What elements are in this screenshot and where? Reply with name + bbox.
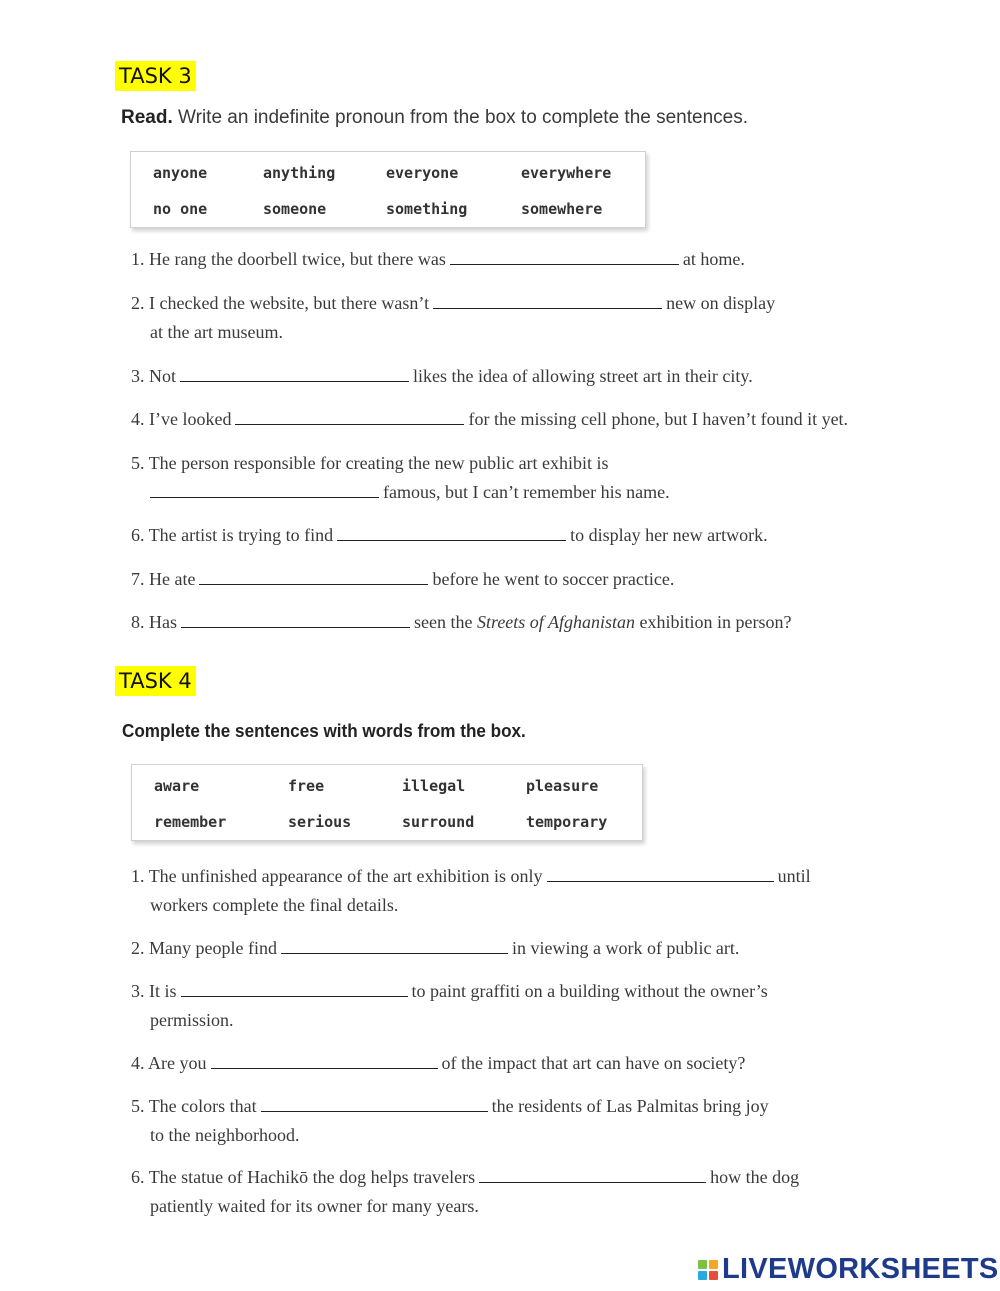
task3-sentence-8: 8. Has seen the Streets of Afghanistan exhibition in person? [131, 612, 792, 632]
answer-blank[interactable] [547, 865, 774, 882]
word-box-item: remember [154, 813, 227, 831]
answer-blank[interactable] [479, 1166, 706, 1183]
answer-blank[interactable] [181, 611, 410, 628]
word-box-item: temporary [526, 813, 608, 831]
answer-blank[interactable] [281, 937, 508, 954]
word-box-item: somewhere [521, 200, 603, 218]
task3-instruction [121, 107, 748, 129]
word-box-item: serious [288, 813, 352, 831]
task4-word-box [131, 764, 643, 841]
answer-blank[interactable] [235, 408, 464, 425]
task4-sentence-5-cont: to the neighborhood. [150, 1125, 300, 1145]
task4-sentence-2: 2. Many people find in viewing a work of public art. [131, 938, 740, 958]
task3-label: TASK 3 [115, 61, 196, 91]
word-box-item: free [288, 777, 325, 795]
task3-sentence-6: 6. The artist is trying to find to display her new artwork. [131, 525, 768, 545]
task4-label: TASK 4 [115, 666, 196, 696]
task3-sentence-5: 5. The person responsible for creating the new public art exhibit is [131, 453, 609, 473]
task3-sentence-4: 4. I’ve looked for the missing cell phone, but I haven’t found it yet. [131, 409, 849, 429]
task3-sentence-5-cont: famous, but I can’t remember his name. [146, 480, 670, 504]
task4-sentence-1-cont: workers complete the final details. [150, 895, 399, 915]
answer-blank[interactable] [211, 1052, 438, 1069]
word-box-item: something [386, 200, 468, 218]
task3-instruction-text: Write an indefinite pronoun from the box to complete the sentences. [172, 107, 749, 128]
answer-blank[interactable] [450, 248, 679, 265]
task3-sentence-3: 3. Not likes the idea of allowing street art in their city. [131, 366, 753, 386]
word-box-item: everywhere [521, 164, 612, 182]
task3-sentence-2: 2. I checked the website, but there wasn’t new on display [131, 293, 776, 313]
task3-word-box [130, 151, 646, 228]
task3-sentence-2-cont: at the art museum. [150, 322, 283, 342]
word-box-item: anything [263, 164, 336, 182]
task4-sentence-6: 6. The statue of Hachikō the dog helps travelers how the dog [131, 1167, 800, 1187]
task4-sentence-1: 1. The unfinished appearance of the art exhibition is only until [131, 866, 811, 886]
answer-blank[interactable] [150, 481, 379, 498]
answer-blank[interactable] [433, 292, 662, 309]
liveworksheets-logo [698, 1253, 999, 1286]
word-box-item: surround [402, 813, 475, 831]
answer-blank[interactable] [337, 524, 566, 541]
word-box-item: no one [153, 200, 208, 218]
answer-blank[interactable] [199, 568, 428, 585]
word-box-item: anyone [153, 164, 208, 182]
task4-sentence-3-cont: permission. [150, 1010, 234, 1030]
answer-blank[interactable] [261, 1095, 488, 1112]
task4-sentence-6-cont: patiently waited for its owner for many years. [150, 1196, 479, 1216]
task4-sentence-3: 3. It is to paint graffiti on a building without the owner’s [131, 981, 768, 1001]
task4-sentence-5: 5. The colors that the residents of Las Palmitas bring joy [131, 1096, 769, 1116]
logo-text: LIVEWORKSHEETS [722, 1253, 999, 1285]
task4-instruction: Complete the sentences with words from the box. [122, 721, 526, 741]
task3-instruction-bold: Read. [121, 107, 173, 128]
logo-tiles-icon [698, 1260, 718, 1280]
answer-blank[interactable] [181, 980, 408, 997]
task3-sentence-7: 7. He ate before he went to soccer practice. [131, 569, 675, 589]
word-box-item: pleasure [526, 777, 599, 795]
word-box-item: everyone [386, 164, 459, 182]
answer-blank[interactable] [180, 365, 409, 382]
word-box-item: someone [263, 200, 327, 218]
task3-sentence-1: 1. He rang the doorbell twice, but there was at home. [131, 249, 745, 269]
word-box-item: illegal [402, 777, 466, 795]
word-box-item: aware [154, 777, 200, 795]
task4-sentence-4: 4. Are you of the impact that art can have on society? [131, 1053, 746, 1073]
